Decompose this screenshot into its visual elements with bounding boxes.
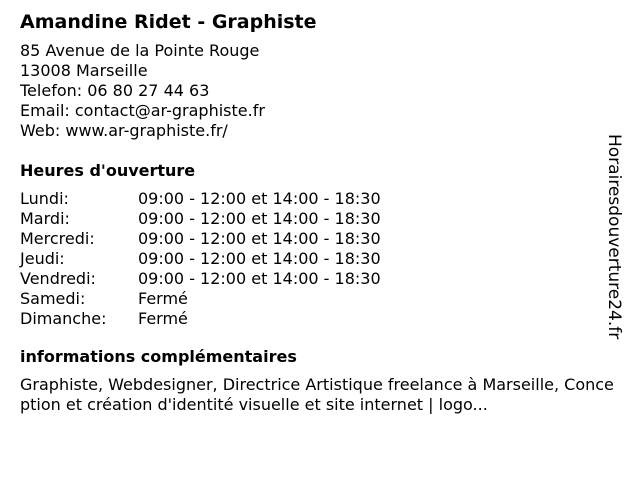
hours-row-thursday bbox=[20, 249, 610, 269]
day-label: Lundi: bbox=[20, 189, 69, 208]
day-label: Dimanche: bbox=[20, 309, 107, 328]
day-hours: 09:00 - 12:00 et 14:00 - 18:30 bbox=[138, 189, 381, 208]
site-watermark: Horairesdouverture24.fr bbox=[604, 134, 624, 340]
day-label: Samedi: bbox=[20, 289, 86, 308]
day-hours: 09:00 - 12:00 et 14:00 - 18:30 bbox=[138, 269, 381, 288]
business-name: Amandine Ridet - Graphiste bbox=[20, 11, 317, 33]
day-label: Vendredi: bbox=[20, 269, 96, 288]
web-line: Web: www.ar-graphiste.fr/ bbox=[20, 121, 228, 140]
address-line-2: 13008 Marseille bbox=[20, 61, 148, 80]
info-title: informations complémentaires bbox=[20, 347, 297, 366]
day-hours: 09:00 - 12:00 et 14:00 - 18:30 bbox=[138, 249, 381, 268]
day-hours: Fermé bbox=[138, 289, 188, 308]
email-line: Email: contact@ar-graphiste.fr bbox=[20, 101, 265, 120]
hours-row-tuesday bbox=[20, 209, 610, 229]
hours-row-saturday bbox=[20, 289, 610, 309]
day-hours: Fermé bbox=[138, 309, 188, 328]
address-line-1: 85 Avenue de la Pointe Rouge bbox=[20, 41, 260, 60]
day-label: Mercredi: bbox=[20, 229, 95, 248]
hours-title: Heures d'ouverture bbox=[20, 161, 196, 180]
hours-row-monday bbox=[20, 189, 610, 209]
hours-table bbox=[20, 189, 610, 329]
day-label: Mardi: bbox=[20, 209, 70, 228]
hours-row-wednesday bbox=[20, 229, 610, 249]
hours-row-friday bbox=[20, 269, 610, 289]
day-hours: 09:00 - 12:00 et 14:00 - 18:30 bbox=[138, 209, 381, 228]
info-description: Graphiste, Webdesigner, Directrice Artistique freelance à Marseille, Conception et création d'identité visuelle et site internet | logo... bbox=[20, 375, 614, 414]
contact-block bbox=[20, 41, 610, 141]
day-label: Jeudi: bbox=[20, 249, 65, 268]
day-hours: 09:00 - 12:00 et 14:00 - 18:30 bbox=[138, 229, 381, 248]
hours-row-sunday bbox=[20, 309, 610, 329]
phone-line: Telefon: 06 80 27 44 63 bbox=[20, 81, 210, 100]
